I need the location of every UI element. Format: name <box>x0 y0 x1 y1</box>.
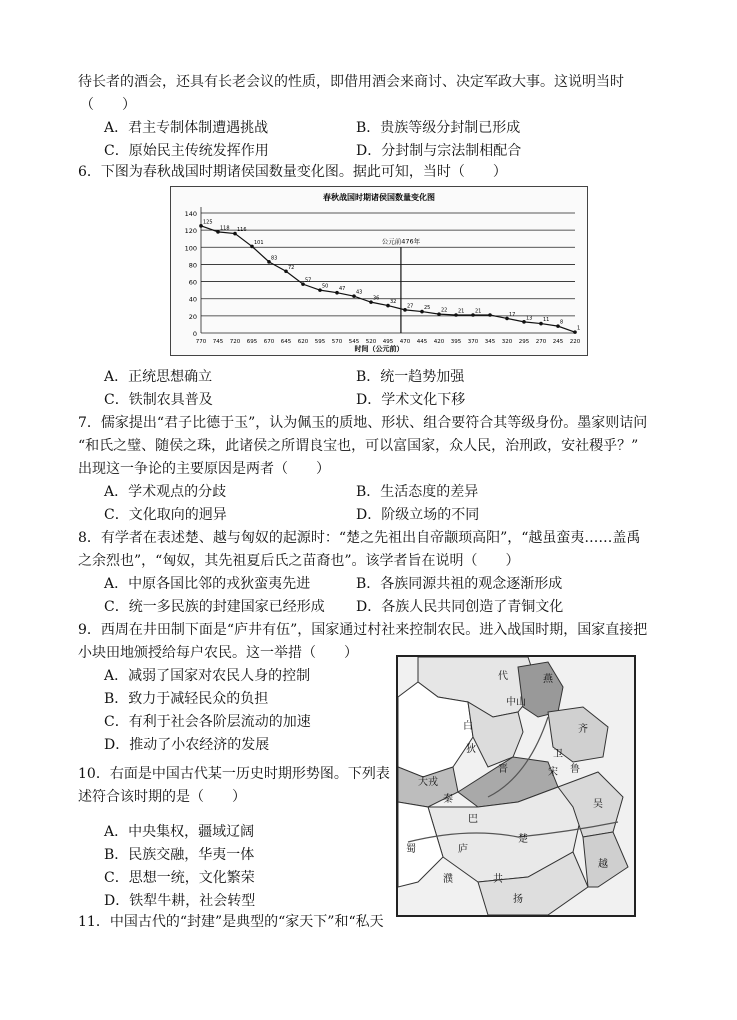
map-label: 楚 <box>518 834 528 845</box>
q8-stem-line-2: 之余烈也”，“匈奴，其先祖夏后氏之苗裔也”。该学者旨在说明（ ） <box>78 553 520 569</box>
map-label: 宋 <box>548 767 558 778</box>
nation-count-line-chart <box>170 186 588 356</box>
q10-stem-line-1: 10．右面是中国古代某一历史时期形势图。下列表 <box>78 766 390 782</box>
map-label: 大戎 <box>418 777 438 788</box>
chart-data-label: 116 <box>237 227 247 234</box>
chart-y-tick-label: 100 <box>184 244 197 253</box>
chart-data-label: 22 <box>441 307 448 314</box>
chart-data-label: 21 <box>458 308 465 315</box>
q5-option-a[interactable]: A．君主专制体制遭遇挑战 <box>104 120 269 136</box>
chart-data-label: 125 <box>203 219 213 226</box>
q6-option-b[interactable]: B．统一趋势加强 <box>356 369 465 385</box>
chart-data-label: 27 <box>407 303 414 310</box>
chart-x-tick-label: 620 <box>297 339 309 345</box>
chart-x-tick-label: 270 <box>535 339 547 345</box>
map-label: 庐 <box>458 844 468 855</box>
q7-option-d[interactable]: D．阶级立场的不同 <box>356 507 480 523</box>
chart-data-label: 43 <box>356 289 363 296</box>
chart-y-tick-label: 40 <box>188 295 197 304</box>
chart-x-tick-label: 545 <box>348 339 360 345</box>
chart-data-label: 72 <box>288 264 295 271</box>
chart-x-tick-label: 395 <box>450 339 462 345</box>
q6-option-c[interactable]: C．铁制农具普及 <box>104 392 213 408</box>
map-label: 巴 <box>468 814 478 825</box>
chart-y-tick-label: 20 <box>188 312 197 321</box>
chart-x-tick-label: 595 <box>314 339 326 345</box>
q9-option-b[interactable]: B．致力于减轻民众的负担 <box>104 691 269 707</box>
chart-data-label: 47 <box>339 286 346 293</box>
chart-data-label: 8 <box>560 319 564 326</box>
q7-stem-line-3: 出现这一争论的主要原因是两者（ ） <box>78 461 330 477</box>
chart-data-label: 11 <box>543 317 550 324</box>
chart-y-tick-label: 120 <box>184 227 197 236</box>
q7-option-a[interactable]: A．学术观点的分歧 <box>104 484 227 500</box>
chart-data-label: 118 <box>220 225 230 232</box>
q8-option-b[interactable]: B．各族同源共祖的观念逐渐形成 <box>356 576 563 592</box>
chart-y-tick-label: 0 <box>192 330 197 338</box>
chart-data-point <box>488 313 492 317</box>
q7-stem-line-2: “和氏之璧、随侯之珠，此诸侯之所谓良宝也，可以富国家，众人民，治刑政，安社稷乎？” <box>78 438 639 454</box>
chart-data-label: 83 <box>271 255 278 262</box>
chart-x-tick-label: 645 <box>280 339 292 345</box>
chart-x-tick-label: 220 <box>569 339 581 345</box>
map-label: 鲁 <box>570 764 580 775</box>
chart-x-tick-label: 520 <box>365 339 377 345</box>
map-label: 齐 <box>578 724 588 735</box>
chart-x-tick-label: 295 <box>518 339 530 345</box>
q5-option-b[interactable]: B．贵族等级分封制已形成 <box>356 120 521 136</box>
chart-x-tick-label: 720 <box>229 339 241 345</box>
map-label: 越 <box>598 859 608 870</box>
map-label: 共 <box>493 874 503 885</box>
q8-stem-line-1: 8．有学者在表述楚、越与匈奴的起源时：“楚之先祖出自帝颛顼高阳”，“越虽蛮夷……盖禹 <box>78 530 641 546</box>
chart-x-tick-label: 420 <box>433 339 445 345</box>
map-label: 蜀 <box>406 844 416 855</box>
map-label: 扬 <box>513 894 523 905</box>
chart-x-tick-label: 370 <box>467 339 479 345</box>
map-label: 燕 <box>543 674 553 685</box>
q6-stem: 6．下图为春秋战国时期诸侯国数量变化图。据此可知，当时（ ） <box>78 164 507 180</box>
q5-option-c[interactable]: C．原始民主传统发挥作用 <box>104 143 269 159</box>
q5-answer-bracket: （ ） <box>80 97 136 113</box>
chart-data-label: 21 <box>475 308 482 315</box>
chart-data-label: 32 <box>390 299 397 306</box>
map-label: 代 <box>498 671 508 682</box>
map-label: 白 <box>463 721 473 732</box>
q8-option-a[interactable]: A．中原各国比邻的戎狄蛮夷先进 <box>104 576 311 592</box>
q8-option-d[interactable]: D．各族人民共同创造了青铜文化 <box>356 599 564 615</box>
q9-option-d[interactable]: D．推动了小农经济的发展 <box>104 737 270 753</box>
q11-stem-line-1: 11．中国古代的“封建”是典型的“家天下”和“私天 <box>78 914 384 930</box>
q9-stem-line-2: 小块田地颁授给每户农民。这一举措（ ） <box>78 645 358 661</box>
map-label: 秦 <box>443 794 453 805</box>
chart-title: 春秋战国时期诸侯国数量变化图 <box>323 193 435 202</box>
chart-data-label: 13 <box>526 315 533 322</box>
map-label: 狄 <box>466 744 476 755</box>
chart-y-tick-label: 80 <box>188 261 197 270</box>
chart-x-tick-label: 670 <box>263 339 275 345</box>
q10-option-b[interactable]: B．民族交融，华夷一体 <box>104 847 255 863</box>
chart-data-label: 36 <box>373 295 380 302</box>
map-label: 吴 <box>593 799 603 810</box>
q8-option-c[interactable]: C．统一多民族的封建国家已经形成 <box>104 599 325 615</box>
map-label: 卫 <box>553 749 563 760</box>
chart-x-tick-label: 245 <box>552 339 564 345</box>
chart-annotation-label: 公元前476年 <box>381 237 421 246</box>
chart-y-tick-label: 60 <box>188 278 197 287</box>
chart-data-label: 101 <box>254 239 264 246</box>
chart-data-label: 17 <box>509 311 516 318</box>
chart-data-label: 1 <box>577 325 581 332</box>
chart-x-axis-label: 时间（公元前） <box>354 345 404 353</box>
q6-option-d[interactable]: D．学术文化下移 <box>356 392 466 408</box>
historical-situation-map <box>396 655 636 917</box>
chart-x-tick-label: 345 <box>484 339 496 345</box>
map-label: 濮 <box>443 874 453 885</box>
q7-option-c[interactable]: C．文化取向的迥异 <box>104 507 227 523</box>
chart-x-tick-label: 695 <box>246 339 258 345</box>
chart-x-tick-label: 745 <box>212 339 224 345</box>
chart-data-label: 50 <box>322 283 329 290</box>
chart-x-tick-label: 495 <box>382 339 394 345</box>
map-label: 中山 <box>506 697 526 708</box>
q5-stem-line-1: 待长者的酒会，还具有长老会议的性质，即借用酒会来商讨、决定军政大事。这说明当时 <box>78 74 624 90</box>
q7-option-b[interactable]: B．生活态度的差异 <box>356 484 479 500</box>
chart-x-tick-label: 770 <box>195 339 207 345</box>
q10-option-a[interactable]: A．中央集权，疆域辽阔 <box>104 824 255 840</box>
q10-option-d[interactable]: D．铁犁牛耕，社会转型 <box>104 893 256 909</box>
chart-x-tick-label: 470 <box>399 339 411 345</box>
chart-x-tick-label: 320 <box>501 339 513 345</box>
q5-option-d[interactable]: D．分封制与宗法制相配合 <box>356 143 522 159</box>
chart-data-label: 25 <box>424 305 431 312</box>
chart-data-label: 57 <box>305 277 312 284</box>
q10-stem-line-2: 述符合该时期的是（ ） <box>78 789 246 805</box>
q10-option-c[interactable]: C．思想一统，文化繁荣 <box>104 870 255 886</box>
chart-x-tick-label: 445 <box>416 339 428 345</box>
chart-x-tick-label: 570 <box>331 339 343 345</box>
q9-option-c[interactable]: C．有利于社会各阶层流动的加速 <box>104 714 311 730</box>
map-label: 晋 <box>498 764 508 775</box>
q9-stem-line-1: 9．西周在井田制下面是“庐井有伍”，国家通过村社来控制农民。进入战国时期，国家直接把 <box>78 622 648 638</box>
q6-option-a[interactable]: A．正统思想确立 <box>104 369 213 385</box>
q7-stem-line-1: 7．儒家提出“君子比德于玉”，认为佩玉的质地、形状、组合要符合其等级身份。墨家则诘问 <box>78 415 648 431</box>
q9-option-a[interactable]: A．减弱了国家对农民人身的控制 <box>104 668 311 684</box>
chart-y-tick-label: 140 <box>184 210 197 218</box>
